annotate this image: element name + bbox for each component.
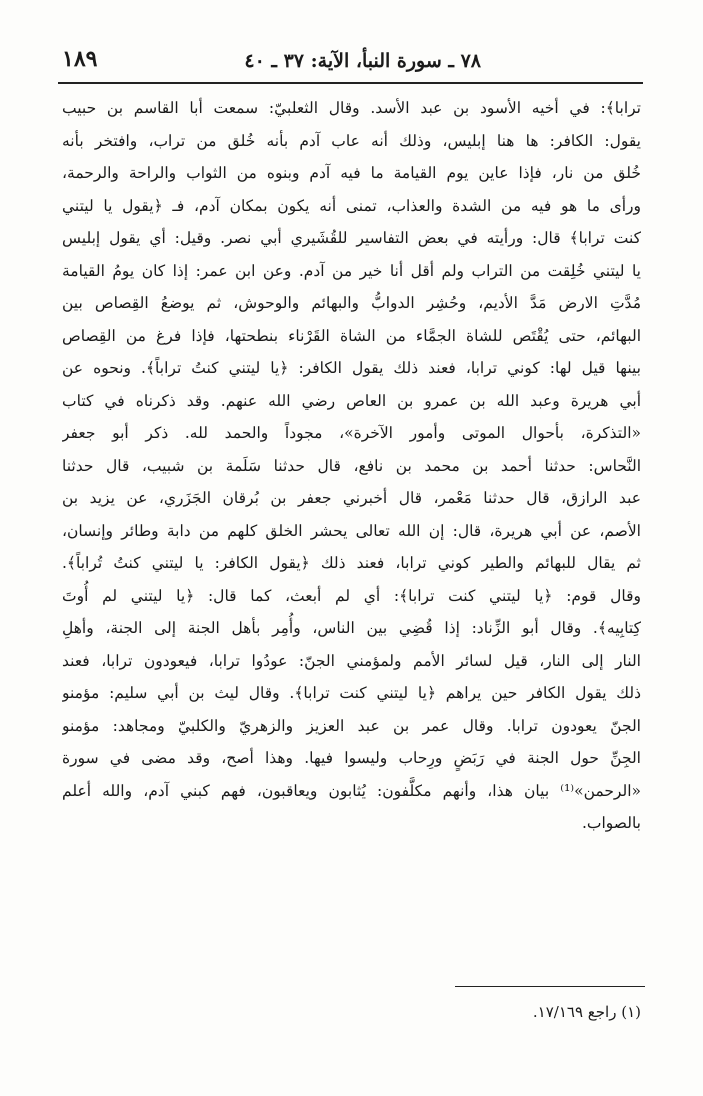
text-line: أبي هريرة وعبد الله بن عمرو بن العاص رضي الله عنهم. وقد ذكرناه في كتاب [62, 391, 641, 410]
text-line: الأصم، عن أبي هريرة، قال: إن الله تعالى يحشر الخلق كلهم من دابة وطائر وإنسان، [62, 521, 641, 540]
text-line: النار إلى النار، قيل لسائر الأمم ولمؤمني الجنّ: عودُوا ترابا، فيعودون ترابا، فعند [62, 651, 641, 670]
text-line: مُدَّتِ الارض مَدَّ الأديم، وحُشِر الدوابُّ والبهائم والوحوش، ثم يوضعُ القِصاص بين [62, 294, 641, 312]
text-line: الجِنِّ حول الجنة في رَبَضٍ ورِحاب وليسوا فيها. وهذا أصح، وقد مضى في سورة [62, 749, 641, 767]
text-line: يا ليتني خُلِقت من التراب ولم أقل أنا خير من آدم. وعن ابن عمر: إذا كان يومُ القيامة [62, 261, 641, 280]
text-line: ثم يقال للبهائم والطير كوني ترابا، فعند ذلك ﴿يقول الكافر: يا ليتني كنتُ تُراباً﴾. [62, 554, 641, 572]
page-header [62, 44, 641, 80]
text-line: «الرحمن»⁽¹⁾ بيان هذا، وأنهم مكلَّفون: يُثابون ويعاقبون، فهم كبني آدم، والله أعلم [62, 781, 641, 800]
running-title: ٧٨ ـ سورة النبأ، الآية: ٣٧ ـ ٤٠ [244, 50, 481, 72]
text-line: وقال قوم: ﴿يا ليتني كنت ترابا﴾: أي لم أبعث، كما قال: ﴿يا ليتني لم أُوتَ [62, 586, 641, 605]
text-line: كِتابِيه﴾. وقال أبو الزِّناد: إذا قُضِي بين الناس، وأُمِر بأهل الجنة إلى الجنة، وأهلِ [62, 619, 641, 637]
text-line: بالصواب. [581, 814, 641, 832]
text-line: بينها قيل لها: كوني ترابا، فعند ذلك يقول الكافر: ﴿يا ليتني كنتُ تراباً﴾. ونحوه عن [62, 359, 641, 377]
text-line: عبد الرازق، قال حدثنا مَعْمر، قال أخبرني جعفر بن بُرقان الجَزَري، عن يزيد بن [62, 489, 641, 507]
text-line: ذلك يقول الكافر حين يراهم ﴿يا ليتني كنت ترابا﴾. وقال ليث بن أبي سليم: مؤمنو [62, 684, 641, 702]
text-line: يقول: الكافر: ها هنا إبليس، وذلك أنه عاب آدم بأنه خُلق من تراب، وافتخر بأنه [62, 131, 641, 150]
footnote: (١) راجع ١٧/١٦٩. [532, 1003, 641, 1021]
text-line: ورأى ما هو فيه من الشدة والعذاب، تمنى أنه يكون بمكان آدم، فـ ﴿يقول يا ليتني [62, 196, 641, 215]
text-line: ترابا﴾: في أخيه الأسود بن عبد الأسد. وقال الثعلبيّ: سمعت أبا القاسم بن حبيب [62, 99, 641, 117]
header-rule [58, 82, 643, 84]
text-line: الجنّ يعودون ترابا. وقال عمر بن عبد العزيز والزهريّ والكلبيّ ومجاهد: مؤمنو [62, 716, 641, 735]
text-line: خُلق من نار، فإذا عاين يوم القيامة ما فيه آدم وبنوه من الثواب والراحة والرحمة، [62, 164, 641, 182]
text-line: كنت ترابا﴾ قال: ورأيته في بعض التفاسير للقُشَيري أبي نصر. وقيل: أي يقول إبليس [62, 229, 641, 247]
footnote-rule [455, 986, 645, 987]
text-line: «التذكرة، بأحوال الموتى وأمور الآخرة»، مجوداً والحمد لله. ذكر أبو جعفر [62, 424, 641, 442]
body-text [62, 92, 641, 840]
text-line: البهائم، حتى يُقْتَص للشاة الجمَّاء من الشاة القَرْناء بنطحتها، فإذا فرغ من القِصاص [62, 326, 641, 345]
page-number: ١٨٩ [62, 46, 98, 72]
text-line: النَّحاس: حدثنا أحمد بن محمد بن نافع، قال حدثنا سَلَمة بن شبيب، قال حدثنا [62, 456, 641, 475]
